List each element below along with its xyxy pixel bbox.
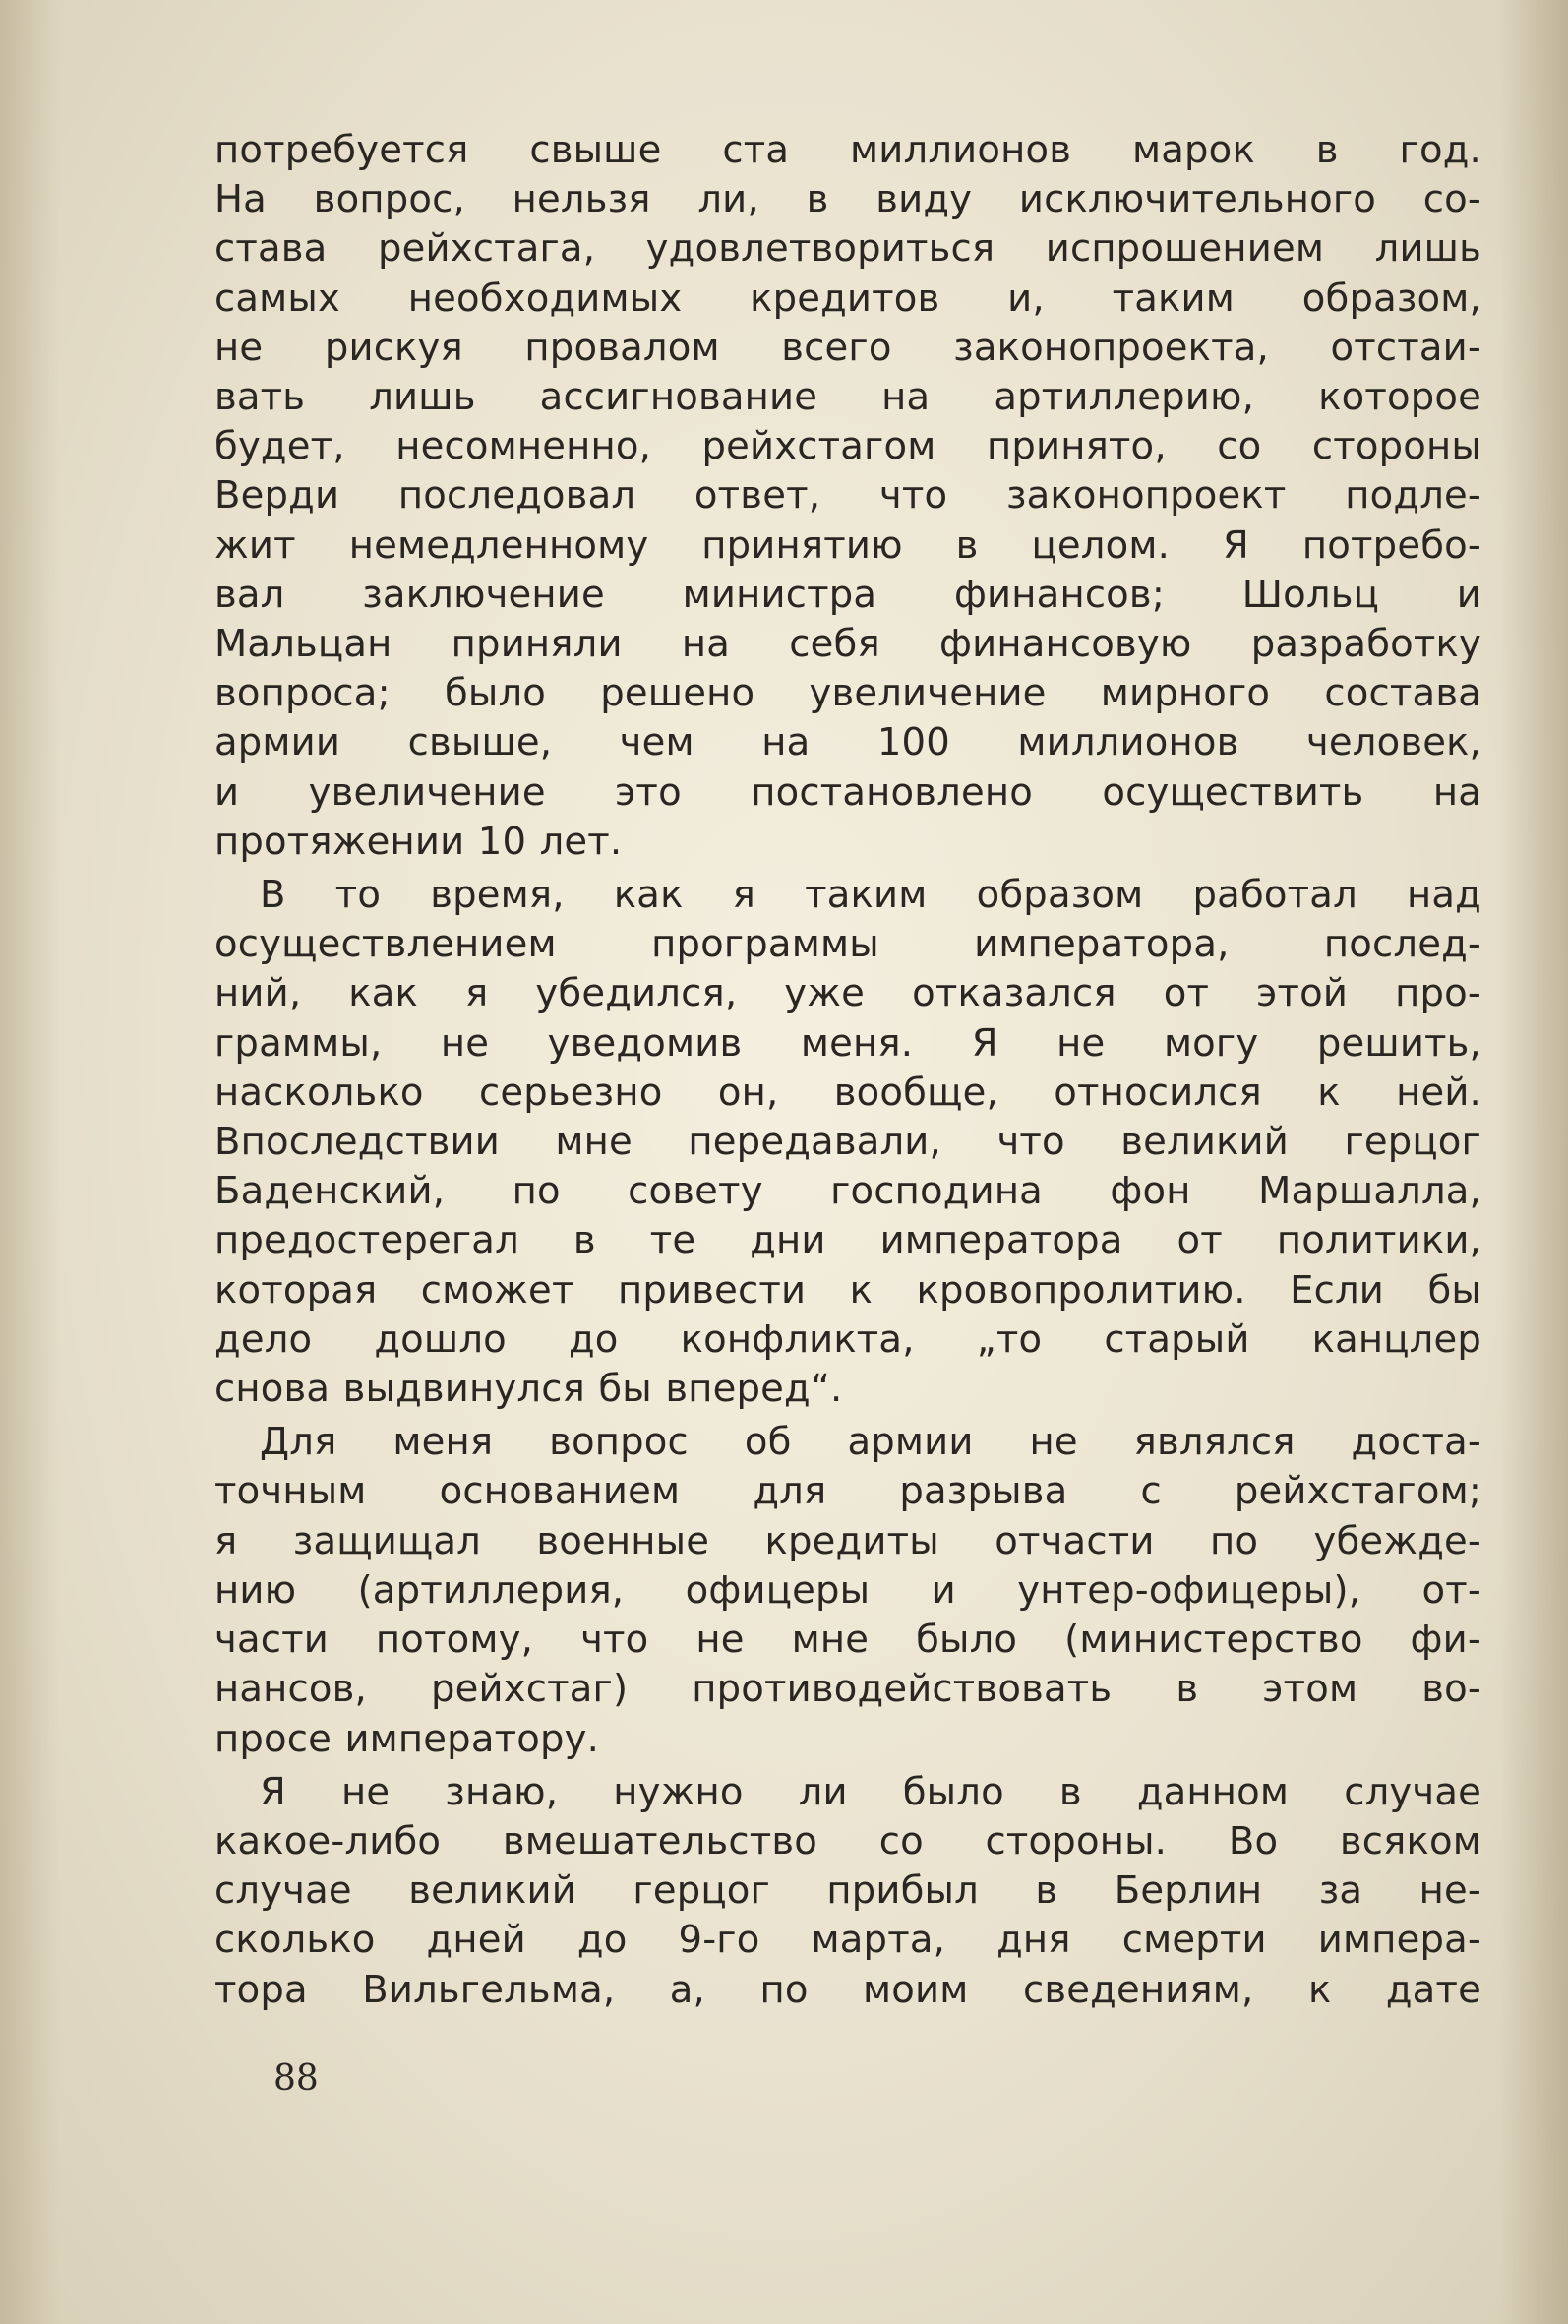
- text-line: В то время, как я таким образом работал над: [260, 873, 1481, 918]
- text-line: Впоследствии мне передавали, что великий герцог: [214, 1120, 1481, 1165]
- text-line: точным основанием для разрыва с рейхстагом;: [214, 1469, 1481, 1514]
- text-line: самых необходимых кредитов и, таким образом,: [214, 275, 1481, 321]
- text-line: сколько дней до 9-го марта, дня смерти импера-: [214, 1918, 1481, 1963]
- paragraph-3: [214, 1418, 1481, 1763]
- text-line: какое-либо вмешательство со стороны. Во всяком: [214, 1818, 1481, 1864]
- text-line: Я не знаю, нужно ли было в данном случае: [260, 1769, 1481, 1814]
- text-line: будет, несомненно, рейхстагом принято, со стороны: [214, 424, 1481, 469]
- text-line: не рискуя провалом всего законопроекта, отстаи-: [214, 325, 1481, 370]
- text-line: которая сможет привести к кровопролитию. Если бы: [214, 1267, 1481, 1313]
- text-line: вал заключение министра финансов; Шольц и: [214, 572, 1481, 617]
- text-line: части потому, что не мне было (министерство фи-: [214, 1618, 1481, 1663]
- paragraph-1: [214, 126, 1481, 867]
- text-line: жит немедленному принятию в целом. Я потребо-: [214, 522, 1481, 568]
- text-line: Баденский, по совету господина фон Маршалла,: [214, 1169, 1481, 1214]
- text-line: протяжении 10 лет.: [214, 819, 623, 864]
- text-line: Верди последовал ответ, что законопроект подле-: [214, 473, 1481, 519]
- text-line: осуществлением программы императора, послед-: [214, 922, 1481, 967]
- text-line: и увеличение это постановлено осуществить на: [214, 769, 1481, 815]
- text-line: потребуется свыше ста миллионов марок в год.: [214, 128, 1481, 172]
- text-line: граммы, не уведомив меня. Я не могу решить,: [214, 1020, 1481, 1066]
- text-line: тора Вильгельма, а, по моим сведениям, к дате: [214, 1967, 1481, 2012]
- text-line: нансов, рейхстаг) противодействовать в этом во-: [214, 1667, 1481, 1712]
- text-line: дело дошло до конфликта, „то старый канцлер: [214, 1316, 1481, 1362]
- text-line: Для меня вопрос об армии не являлся доста-: [260, 1420, 1481, 1465]
- text-line: ний, как я убедился, уже отказался от этой про-: [214, 971, 1481, 1016]
- text-line: нию (артиллерия, офицеры и унтер-офицеры), от-: [214, 1567, 1481, 1613]
- text-line: я защищал военные кредиты отчасти по убежде-: [214, 1518, 1481, 1563]
- text-line: насколько серьезно он, вообще, относился к ней.: [214, 1070, 1481, 1115]
- text-line: става рейхстага, удовлетвориться испрошением лишь: [214, 226, 1481, 272]
- text-line: случае великий герцог прибыл в Берлин за не-: [214, 1868, 1481, 1914]
- paragraph-2: [214, 871, 1481, 1414]
- text-line: снова выдвинулся бы вперед“.: [214, 1367, 843, 1412]
- page-number: 88: [273, 2058, 319, 2099]
- text-line: вать лишь ассигнование на артиллерию, которое: [214, 375, 1481, 420]
- body-text: [214, 126, 1481, 2019]
- text-line: Мальцан приняли на себя финансовую разработку: [214, 622, 1481, 667]
- text-line: предостерегал в те дни императора от политики,: [214, 1218, 1481, 1263]
- text-line: На вопрос, нельзя ли, в виду исключительного со-: [214, 177, 1481, 222]
- text-line: армии свыше, чем на 100 миллионов человек,: [214, 720, 1481, 765]
- paragraph-4: [214, 1768, 1481, 2015]
- text-line: вопроса; было решено увеличение мирного состава: [214, 671, 1481, 716]
- text-line: просе императору.: [214, 1716, 600, 1761]
